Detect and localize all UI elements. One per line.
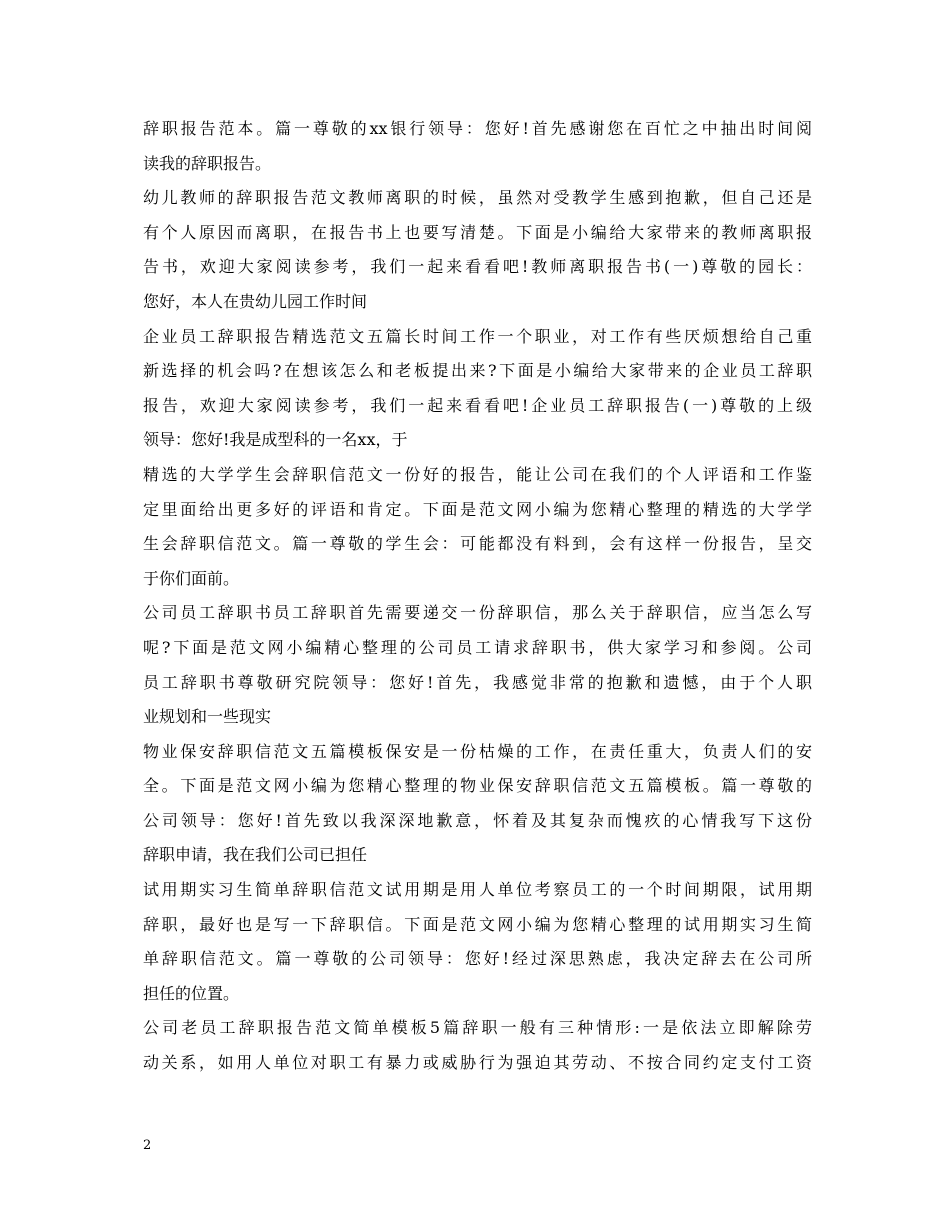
text-line: 物业保安辞职信范文五篇模板保安是一份枯燥的工作，在责任重大，负责人们的安 bbox=[143, 741, 812, 761]
text-line: 新选择的机会吗?在想该怎么和老板提出来?下面是小编给大家带来的企业员工辞职 bbox=[143, 361, 812, 381]
text-line: 辞职报告范本。篇一尊敬的xx银行领导：您好!首先感谢您在百忙之中抽出时间阅 bbox=[143, 119, 812, 138]
text-line: 有个人原因而离职，在报告书上也要写清楚。下面是小编给大家带来的教师离职报 bbox=[143, 222, 812, 242]
text-line: 业规划和一些现实 bbox=[143, 707, 272, 727]
text-line: 员工辞职书尊敬研究院领导：您好!首先，我感觉非常的抱歉和遗憾，由于个人职 bbox=[143, 672, 812, 692]
text-line: 公司员工辞职书员工辞职首先需要递交一份辞职信，那么关于辞职信，应当怎么写 bbox=[143, 603, 812, 623]
text-line: 担任的位置。 bbox=[143, 983, 240, 1003]
text-line: 于你们面前。 bbox=[143, 568, 240, 588]
text-line: 幼儿教师的辞职报告范文教师离职的时候，虽然对受教学生感到抱歉，但自己还是 bbox=[143, 188, 812, 208]
text-line: 读我的辞职报告。 bbox=[143, 153, 272, 173]
text-line: 报告，欢迎大家阅读参考，我们一起来看看吧!企业员工辞职报告(一)尊敬的上级 bbox=[143, 395, 812, 415]
text-line: 全。下面是范文网小编为您精心整理的物业保安辞职信范文五篇模板。篇一尊敬的 bbox=[143, 776, 812, 796]
text-line: 辞职，最好也是写一下辞职信。下面是范文网小编为您精心整理的试用期实习生简 bbox=[143, 914, 812, 934]
text-line: 领导：您好!我是成型科的一名xx，于 bbox=[143, 430, 408, 450]
text-line: 精选的大学学生会辞职信范文一份好的报告，能让公司在我们的个人评语和工作鉴 bbox=[143, 464, 812, 484]
text-line: 试用期实习生简单辞职信范文试用期是用人单位考察员工的一个时间期限，试用期 bbox=[143, 880, 812, 900]
text-line: 生会辞职信范文。篇一尊敬的学生会：可能都没有料到，会有这样一份报告，呈交 bbox=[143, 534, 812, 554]
document-body bbox=[143, 112, 812, 1081]
text-line: 单辞职信范文。篇一尊敬的公司领导：您好!经过深思熟虑，我决定辞去在公司所 bbox=[143, 949, 812, 969]
text-line: 公司领导：您好!首先致以我深深地歉意，怀着及其复杂而愧疚的心情我写下这份 bbox=[143, 810, 812, 830]
page-number: 2 bbox=[143, 1138, 152, 1153]
text-line: 您好，本人在贵幼儿园工作时间 bbox=[143, 291, 368, 311]
text-line: 呢?下面是范文网小编精心整理的公司员工请求辞职书，供大家学习和参阅。公司 bbox=[143, 637, 812, 657]
text-line: 企业员工辞职报告精选范文五篇长时间工作一个职业，对工作有些厌烦想给自己重 bbox=[143, 326, 812, 346]
text-line: 辞职申请，我在我们公司已担任 bbox=[143, 845, 368, 865]
text-line: 告书，欢迎大家阅读参考，我们一起来看看吧!教师离职报告书(一)尊敬的园长： bbox=[143, 257, 812, 277]
text-line: 定里面给出更多好的评语和肯定。下面是范文网小编为您精心整理的精选的大学学 bbox=[143, 499, 812, 519]
text-line: 动关系，如用人单位对职工有暴力或威胁行为强迫其劳动、不按合同约定支付工资 bbox=[143, 1053, 812, 1073]
text-line: 公司老员工辞职报告范文简单模板5篇辞职一般有三种情形:一是依法立即解除劳 bbox=[143, 1018, 812, 1038]
